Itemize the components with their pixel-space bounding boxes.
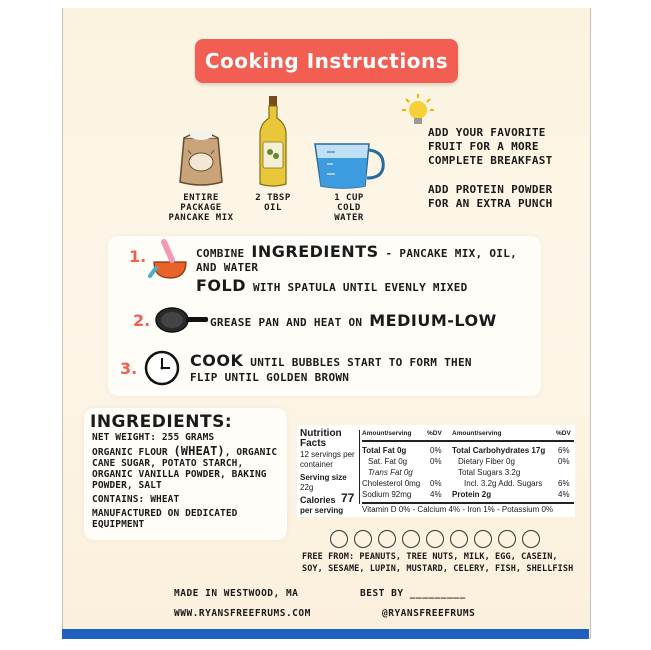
nutrient-row (452, 446, 545, 455)
nutrient-dv: 4% (430, 490, 442, 499)
ingredient-list-post: , ORGANIC CANE SUGAR, POTATO STARCH, ORGANIC VANILLA POWDER, BAKING POWDER, SALT (92, 447, 278, 491)
col-dv-left: %DV (427, 430, 442, 437)
nutrient-row (464, 479, 542, 488)
nutrition-title: Nutrition Facts (300, 428, 342, 449)
nutrient-label: Total Fat 0g (362, 446, 407, 455)
serving-size: 22g (300, 483, 314, 492)
nutrient-row (362, 490, 411, 499)
nutrient-row (368, 468, 413, 477)
nutrient-dv: 0% (430, 457, 442, 466)
col-amount-left: Amount/serving (362, 430, 412, 437)
nutrient-row (362, 479, 420, 488)
free-from-line-1: FREE FROM: PEANUTS, TREE NUTS, MILK, EGG, CASEIN, (302, 552, 558, 562)
step-1-rest: - PANCAKE MIX, OIL, AND WATER (196, 247, 518, 274)
egg-free-icon (402, 530, 420, 548)
nutrient-label: Total Carbohydrates 17g (452, 446, 546, 455)
nutrient-dv: 6% (558, 446, 570, 455)
sesame-free-icon (450, 530, 468, 548)
calories-label: Calories (300, 495, 336, 505)
nutrient-label: Protein 2g (452, 490, 492, 499)
servings-per-container: 12 servings per container (300, 450, 355, 469)
nutrient-label: Sodium 92mg (362, 490, 412, 499)
peanut-free-icon (330, 530, 348, 548)
contains-statement: CONTAINS: WHEAT (92, 494, 180, 505)
facility-statement: MANUFACTURED ON DEDICATED EQUIPMENT (92, 508, 238, 530)
page-title: Cooking Instructions (195, 39, 458, 83)
calories-value: 77 (341, 491, 355, 505)
soy-free-icon (426, 530, 444, 548)
step-1-lead: COMBINE (196, 247, 245, 260)
step-1-number: 1. (129, 247, 147, 266)
ingredient-allergen: (WHEAT) (173, 444, 225, 458)
ingredient-list (92, 446, 284, 491)
step-1-fold-rest: WITH SPATULA UNTIL EVENLY MIXED (246, 281, 468, 294)
step-3-text (190, 351, 530, 370)
net-weight: NET WEIGHT: 255 GRAMS (92, 432, 215, 443)
nutrient-row (362, 446, 406, 455)
step-2-number: 2. (133, 311, 151, 330)
col-amount-right: Amount/serving (452, 430, 502, 437)
nutrition-header-rule (362, 440, 574, 442)
step-3-rest: UNTIL BUBBLES START TO FORM THEN (243, 356, 472, 369)
fish-free-icon (498, 530, 516, 548)
step-2-text (210, 311, 530, 330)
nutrient-dv: 6% (558, 479, 570, 488)
free-from-line-2: SOY, SESAME, LUPIN, MUSTARD, CELERY, FISH, SHELLFISH (302, 564, 574, 574)
website-link[interactable]: WWW.RYANSFREEFRUMS.COM (174, 608, 311, 619)
serving-size-label: Serving size (300, 473, 347, 482)
milk-free-icon (378, 530, 396, 548)
best-by: BEST BY _________ (360, 588, 466, 599)
vitamins-line: Vitamin D 0% - Calcium 4% - Iron 1% - Potassium 0% (362, 505, 554, 514)
nutrient-row (452, 490, 491, 499)
oil-bottle-icon (258, 96, 288, 188)
social-handle[interactable]: @RYANSFREEFRUMS (382, 608, 476, 619)
step-3-number: 3. (120, 359, 138, 378)
flour-sack-icon (176, 124, 226, 188)
nutrient-label: Sat. Fat 0g (368, 457, 408, 466)
nutrient-label: Dietary Fiber 0g (458, 457, 515, 466)
nutrient-label: Cholesterol 0mg (362, 479, 421, 488)
made-in: MADE IN WESTWOOD, MA (174, 588, 299, 599)
tip-protein: ADD PROTEIN POWDER FOR AN EXTRA PUNCH (428, 183, 553, 210)
tree-nut-free-icon (354, 530, 372, 548)
nutrient-row (458, 468, 520, 477)
water-caption: 1 CUP COLD WATER (334, 193, 364, 223)
tip-fruit: ADD YOUR FAVORITE FRUIT FOR A MORE COMPLETE BREAKFAST (428, 126, 553, 167)
shellfish-free-icon (522, 530, 540, 548)
calories-unit: per serving (300, 506, 344, 515)
nutrient-dv: 0% (430, 446, 442, 455)
pancake-mix-caption: ENTIRE PACKAGE PANCAKE MIX (168, 193, 234, 223)
step-3-text-2: FLIP UNTIL GOLDEN BROWN (190, 371, 350, 384)
mixing-bowl-icon (148, 238, 192, 282)
oil-caption: 2 TBSP OIL (255, 193, 291, 213)
step-1-fold-keyword: FOLD (196, 276, 247, 295)
step-3-keyword: COOK (190, 351, 244, 370)
measuring-cup-icon (313, 140, 387, 190)
nutrient-dv: 0% (558, 457, 570, 466)
frying-pan-icon (154, 305, 210, 335)
nutrient-dv: 0% (430, 479, 442, 488)
nutrient-dv: 4% (558, 490, 570, 499)
step-1-keyword: INGREDIENTS (251, 242, 379, 261)
nutrient-row (368, 457, 407, 466)
col-dv-right: %DV (556, 430, 571, 437)
step-2-keyword: MEDIUM-LOW (369, 311, 497, 330)
nutrient-label: Total Sugars 3.2g (458, 468, 521, 477)
nutrition-vitamin-rule (362, 502, 574, 504)
clock-icon (143, 349, 181, 387)
ingredients-heading: INGREDIENTS: (90, 412, 233, 432)
nutrient-label: Incl. 3.2g Add. Sugars (464, 479, 543, 488)
nutrient-row (458, 457, 515, 466)
step-1-text (196, 242, 526, 275)
step-2-lead: GREASE PAN AND HEAT ON (210, 316, 363, 329)
bottom-bar (62, 629, 589, 639)
nutrition-divider (359, 430, 360, 504)
mustard-free-icon (474, 530, 492, 548)
nutrient-label: Trans Fat 0g (368, 468, 413, 477)
ingredient-list-pre: ORGANIC FLOUR (92, 447, 168, 458)
step-1-fold (196, 276, 526, 295)
